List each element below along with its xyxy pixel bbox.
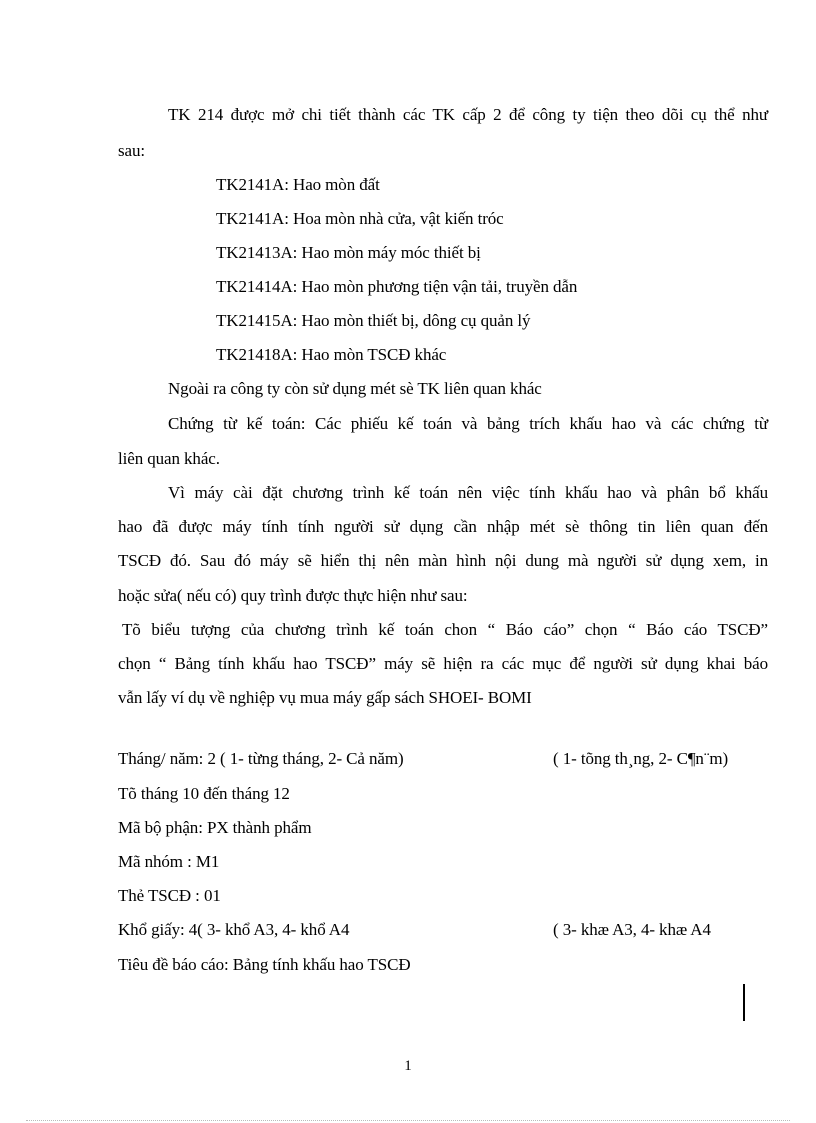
form-report-title: Tiêu đề báo cáo: Bảng tính khấu hao TSCĐ (118, 955, 411, 974)
account-item: TK2141A: Hoa mòn nhà cửa, vật kiến tróc (216, 209, 504, 228)
procedure-para-line-3: vẫn lấy ví dụ về nghiệp vụ mua máy gấp sách SHOEI- BOMI (118, 688, 532, 707)
form-paper-legacy: ( 3- khæ A3, 4- khæ A4 (553, 920, 711, 939)
procedure-para-line-2: chọn “ Bảng tính khấu hao TSCĐ” máy sẽ hiện ra các mục để người sử dụng khai báo (118, 654, 768, 673)
form-range: Tõ tháng 10 đến tháng 12 (118, 784, 290, 803)
software-para-line-2: hao đã được máy tính tính người sử dụng cần nhập mét sè thông tin liên quan đến (118, 517, 768, 536)
software-para-line-4: hoặc sửa( nếu có) quy trình được thực hiện như sau: (118, 586, 468, 605)
form-period: Tháng/ năm: 2 ( 1- từng tháng, 2- Cả năm) (118, 749, 404, 768)
account-item: TK21413A: Hao mòn máy móc thiết bị (216, 243, 481, 262)
form-dept: Mã bộ phận: PX thành phẩm (118, 818, 312, 837)
form-card: Thẻ TSCĐ : 01 (118, 886, 221, 905)
software-para-line-3: TSCĐ đó. Sau đó máy sẽ hiển thị nên màn hình nội dung mà người sử dụng xem, in (118, 551, 768, 570)
account-item: TK21415A: Hao mòn thiết bị, dông cụ quản lý (216, 311, 531, 330)
vouchers-line-1: Chứng từ kế toán: Các phiếu kế toán và bảng trích khấu hao và các chứng từ (168, 414, 768, 433)
page-bottom-border (26, 1120, 790, 1121)
form-period-legacy: ( 1- tõng th¸ng, 2- C¶n¨m) (553, 749, 729, 768)
text-cursor (743, 984, 745, 1021)
software-para-line-1: Vì máy cài đặt chương trình kế toán nên việc tính khấu hao và phân bổ khấu (168, 483, 768, 502)
intro-line-2: sau: (118, 141, 145, 160)
account-item: TK21418A: Hao mòn TSCĐ khác (216, 345, 447, 364)
form-group: Mã nhóm : M1 (118, 852, 220, 871)
form-paper: Khổ giấy: 4( 3- khổ A3, 4- khổ A4 (118, 920, 350, 939)
vouchers-line-2: liên quan khác. (118, 449, 220, 468)
other-accounts-line: Ngoài ra công ty còn sử dụng mét sè TK liên quan khác (168, 379, 542, 398)
account-item: TK21414A: Hao mòn phương tiện vận tải, truyền dẫn (216, 277, 578, 296)
page-number: 1 (404, 1058, 412, 1074)
account-item: TK2141A: Hao mòn đất (216, 175, 380, 194)
intro-line-1: TK 214 được mở chi tiết thành các TK cấp 2 để công ty tiện theo dõi cụ thể như (168, 105, 768, 124)
procedure-para-line-1: Tõ biểu tượng của chương trình kế toán chon “ Báo cáo” chọn “ Báo cáo TSCĐ” (122, 620, 768, 639)
